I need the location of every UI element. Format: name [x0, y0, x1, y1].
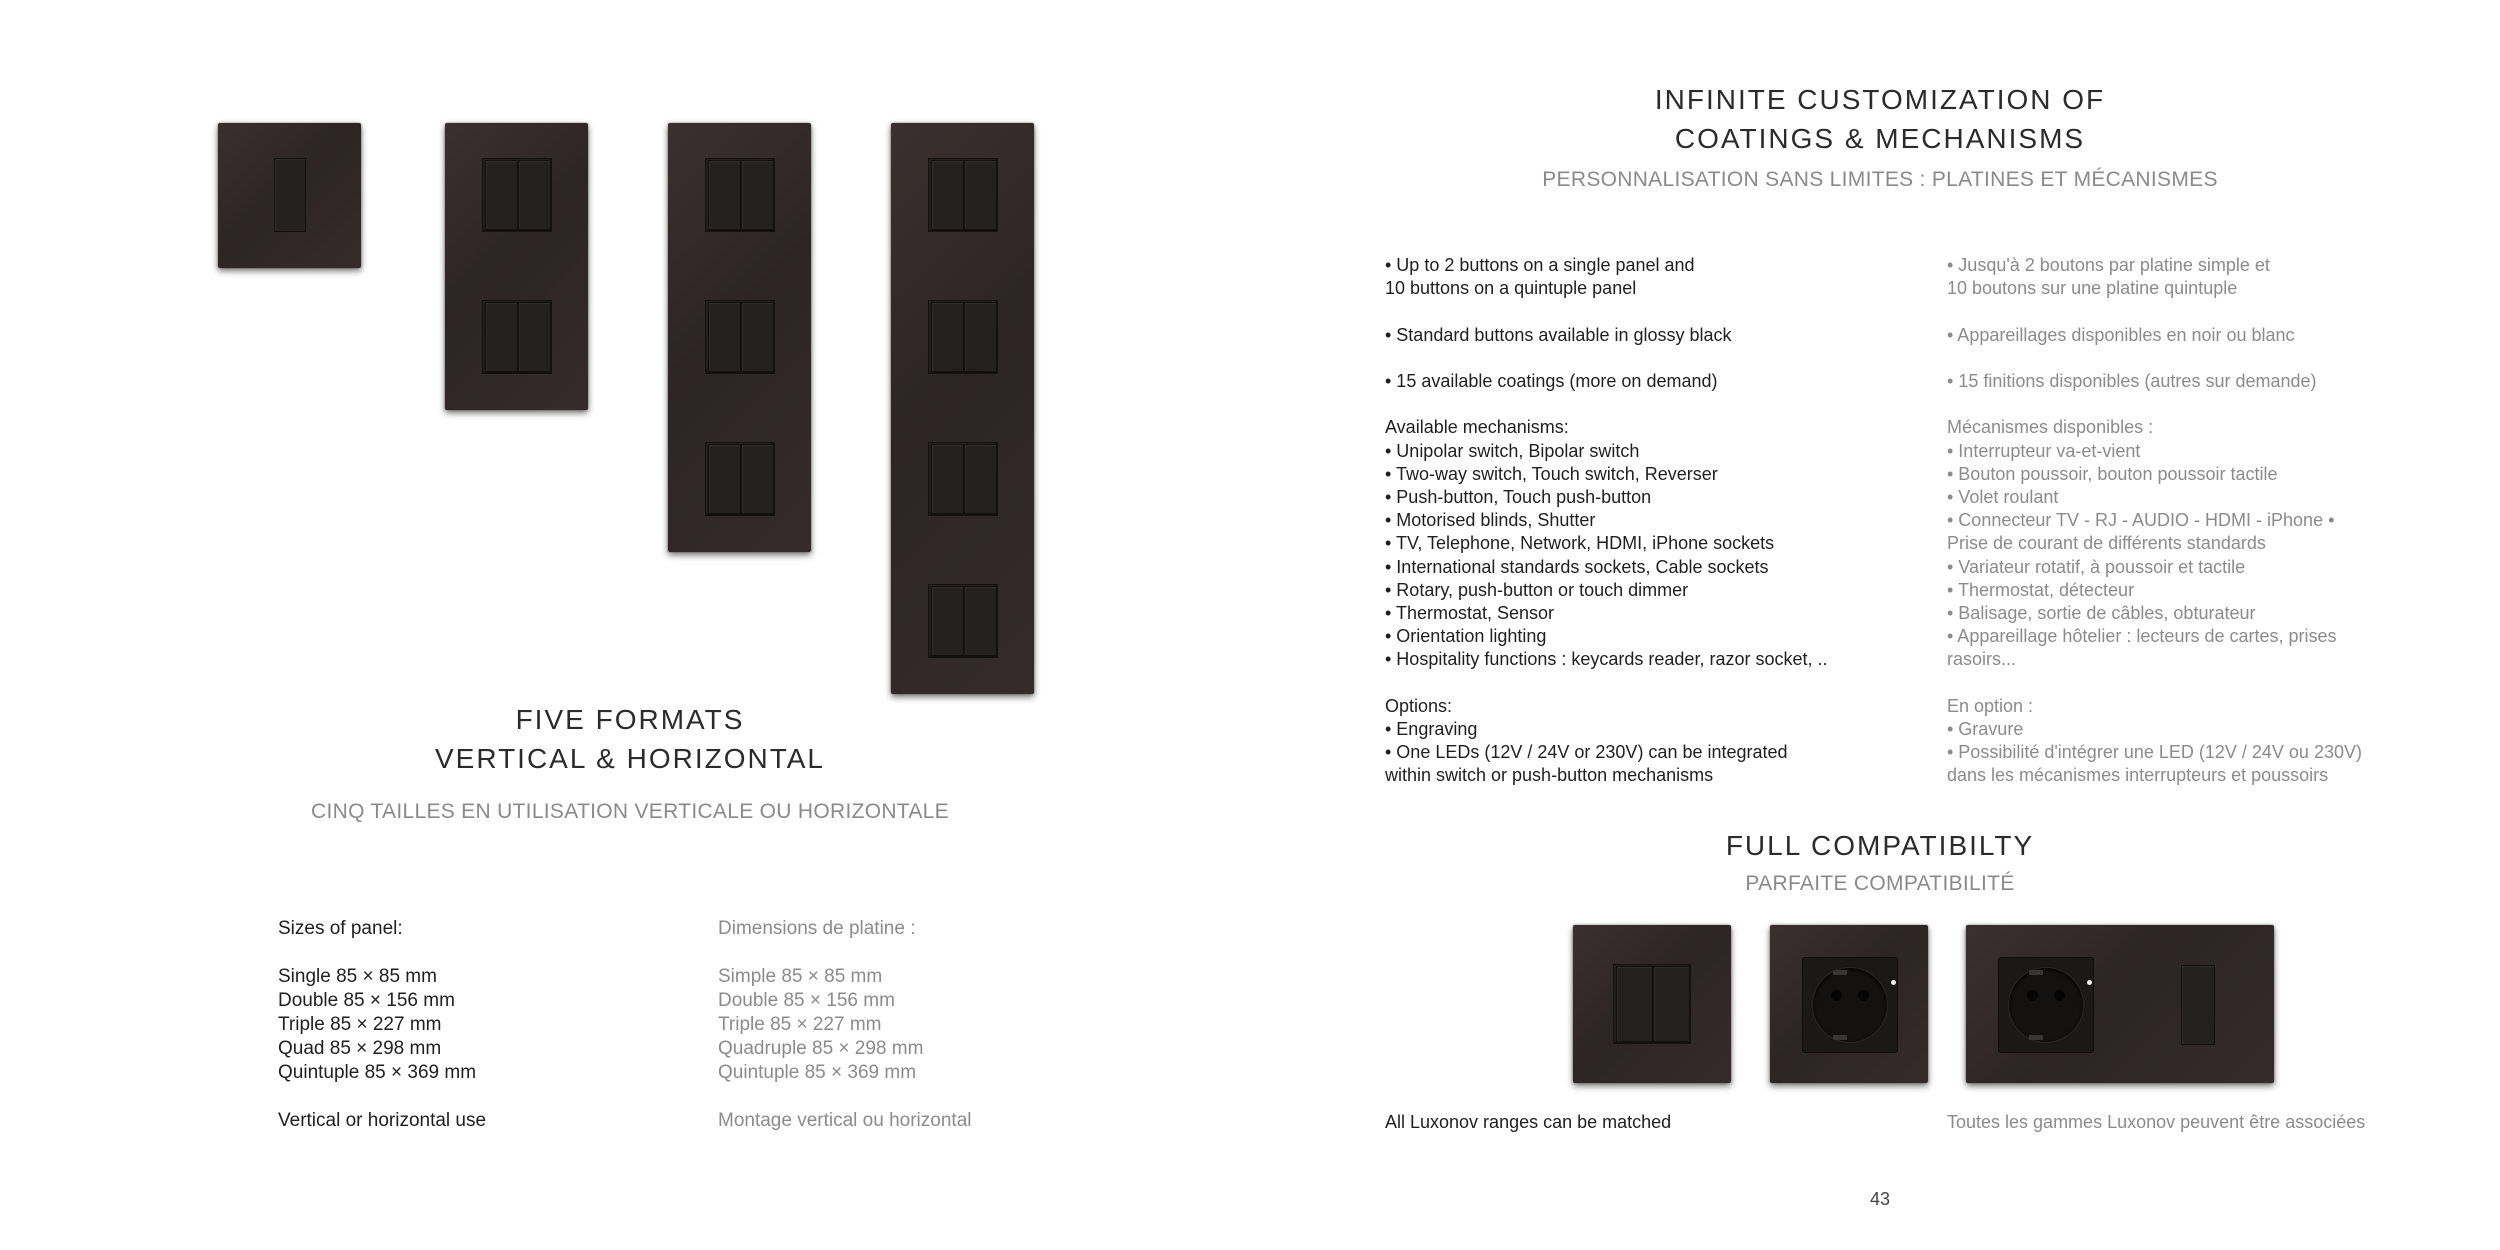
rocker-button [274, 158, 306, 232]
compatibility-heading: FULL COMPATIBILTY [1725, 830, 2035, 861]
switch-slot [1613, 964, 1691, 1044]
panel-single [218, 123, 361, 268]
customization-heading: INFINITE CUSTOMIZATION OF COATINGS & MECHANISMS [1654, 84, 2106, 154]
sizes-english: Sizes of panel: Single 85 × 85 mm Double 85 × 156 mm Triple 85 × 227 mm Quad 85 × 298 mm Quintuple 85 × 369 mm Vertical or horizontal use [278, 918, 487, 1131]
page-number: 43 [1869, 1189, 1891, 1209]
switch-slot [482, 300, 552, 374]
features-french: • Jusqu'à 2 boutons par platine simple et 10 boutons sur une platine quintuple • Appareillages disponibles en noir ou blanc • 15 finitions disponibles (autres sur demande) Mécanismes disponibles : • Interrupteur va-et-vient • Bouton poussoir, bouton poussoir tactile • Volet roulant • Connecteur TV - RJ - AUDIO - HDMI - iPhone • Prise de courant de différents standards • Variateur rotatif, à poussoir et tactile • Thermostat, détecteur • Balisage, sortie de câbles, obturateur • Appareillage hôtelier : lecteurs de cartes, prises rasoirs... En option : • Gravure • Possibilité d'intégrer une LED (12V / 24V ou 230V) dans les mécanismes interrupteurs et poussoirs [1947, 255, 2362, 786]
compat-switch-panel [1573, 925, 1731, 1083]
features-english: • Up to 2 buttons on a single panel and 10 buttons on a quintuple panel • Standard buttons available in glossy black • 15 available coatings (more on demand) Available mechanisms: • Unipolar switch, Bipolar switch • Two-way switch, Touch switch, Reverser • Push-button, Touch push-button • Motorised blinds, Shutter • TV, Telephone, Network, HDMI, iPhone sockets • International standards sockets, Cable sockets • Rotary, push-button or touch dimmer • Thermostat, Sensor • Orientation lighting • Hospitality functions : keycards reader, razor socket, .. Options: • Engraving • One LEDs (12V / 24V or 230V) can be integrated within switch or push-button mechanisms [1385, 255, 1828, 786]
switch-slot [928, 300, 998, 374]
power-socket [1802, 957, 1898, 1053]
panel-quad [891, 123, 1034, 694]
panel-triple [668, 123, 811, 552]
switch-slot [705, 442, 775, 516]
compatibility-caption-en: All Luxonov ranges can be matched [1385, 1112, 1672, 1132]
formats-subheading: CINQ TAILLES EN UTILISATION VERTICALE OU HORIZONTALE [311, 800, 949, 823]
compat-combo-panel [1966, 925, 2274, 1083]
switch-slot [705, 158, 775, 232]
switch-slot [928, 158, 998, 232]
switch-slot [928, 584, 998, 658]
switch-slot [482, 158, 552, 232]
switch-slot [928, 442, 998, 516]
compatibility-subheading: PARFAITE COMPATIBILITÉ [1745, 872, 2015, 895]
panel-double [445, 123, 588, 410]
customization-subheading: PERSONNALISATION SANS LIMITES : PLATINES ET MÉCANISMES [1542, 168, 2218, 191]
power-socket [1998, 957, 2094, 1053]
formats-heading: FIVE FORMATS VERTICAL & HORIZONTAL [435, 704, 825, 774]
compat-socket-panel [1770, 925, 1928, 1083]
sizes-french: Dimensions de platine : Simple 85 × 85 mm Double 85 × 156 mm Triple 85 × 227 mm Quadruple 85 × 298 mm Quintuple 85 × 369 mm Montage vertical ou horizontal [718, 918, 972, 1131]
rocker-button [2181, 965, 2215, 1045]
switch-slot [705, 300, 775, 374]
compatibility-caption-fr: Toutes les gammes Luxonov peuvent être associées [1947, 1112, 2366, 1132]
